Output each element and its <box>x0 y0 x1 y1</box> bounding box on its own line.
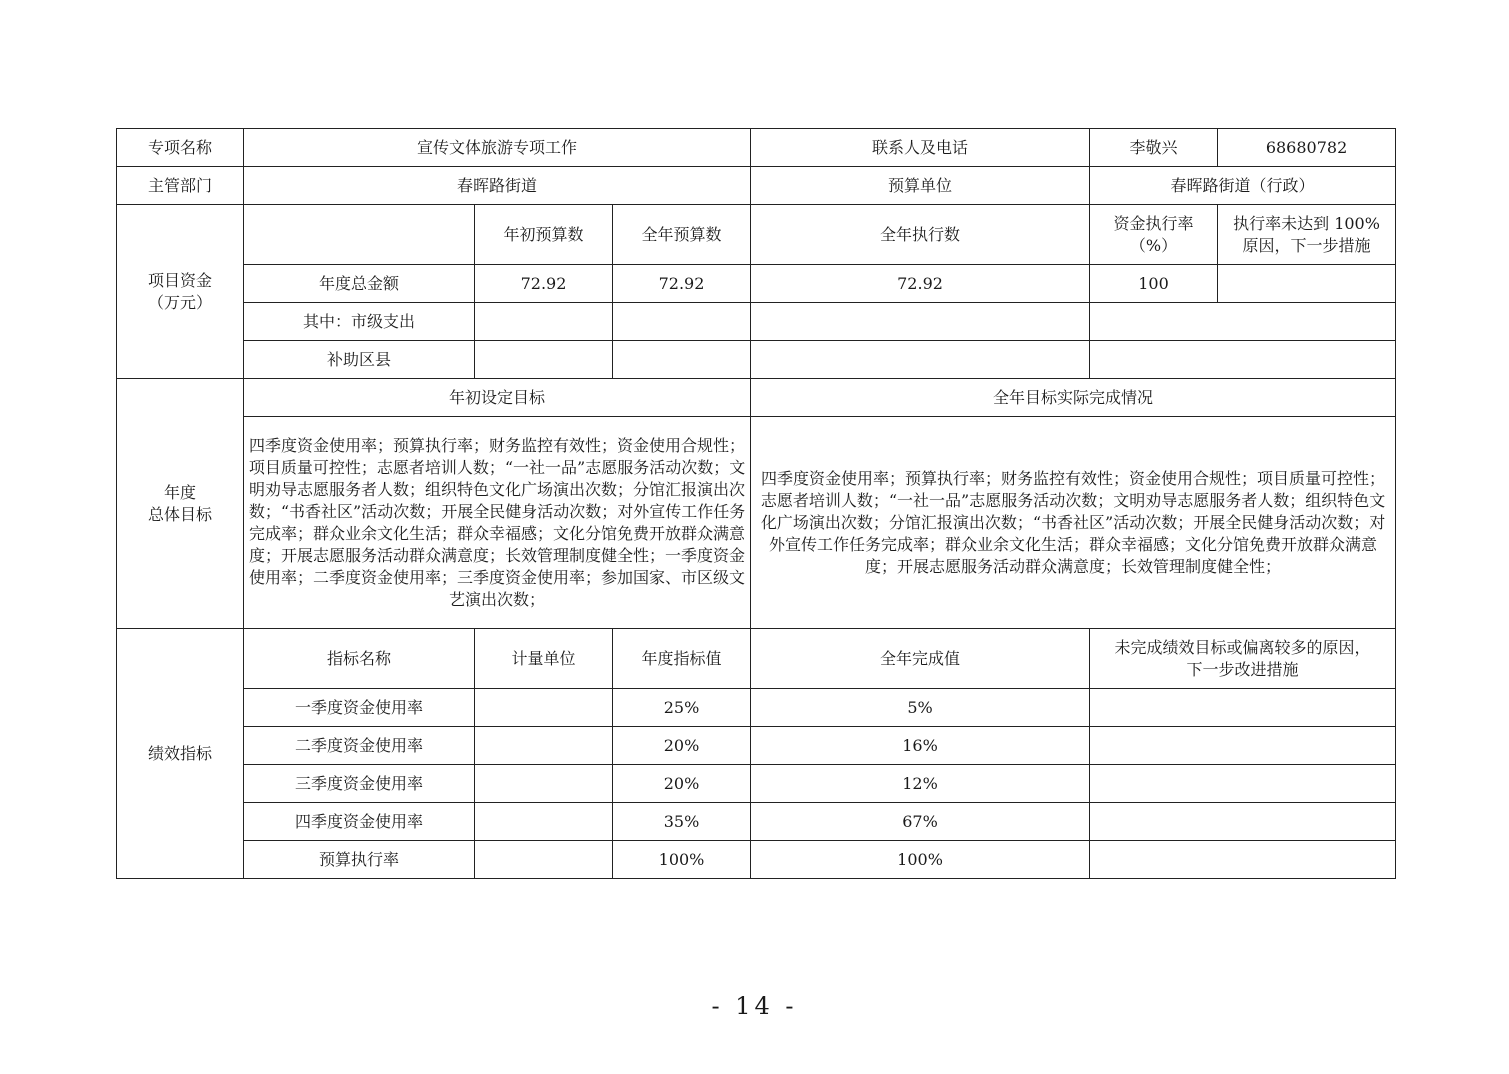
goals-initial-header: 年初设定目标 <box>244 379 751 417</box>
funds-row-label: 年度总金额 <box>244 265 475 303</box>
table-row <box>117 765 1396 803</box>
col-executed: 全年执行数 <box>751 205 1090 265</box>
table-row <box>117 727 1396 765</box>
funds-executed-value <box>751 303 1090 341</box>
funds-row-label: 其中：市级支出 <box>244 303 475 341</box>
indicator-name: 三季度资金使用率 <box>244 765 475 803</box>
contact-name: 李敬兴 <box>1090 129 1218 167</box>
indicator-unit <box>475 803 613 841</box>
page-number: - 14 - <box>711 992 798 1020</box>
funds-label-line2: （万元） <box>147 292 212 312</box>
dept-row <box>117 167 1396 205</box>
project-name-row <box>117 129 1396 167</box>
indicator-target: 20% <box>613 765 751 803</box>
col-perf-reason-line2: 下一步改进措施 <box>1186 659 1299 679</box>
indicator-name: 预算执行率 <box>244 841 475 879</box>
goals-header-row <box>117 379 1396 417</box>
col-annual-target: 年度指标值 <box>613 629 751 689</box>
funds-rate-value: 100 <box>1090 265 1218 303</box>
indicator-name: 二季度资金使用率 <box>244 727 475 765</box>
indicator-actual: 12% <box>751 765 1090 803</box>
indicator-target: 100% <box>613 841 751 879</box>
funds-executed-value: 72.92 <box>751 265 1090 303</box>
col-exec-rate <box>1090 205 1218 265</box>
goals-label-line1: 年度 <box>163 482 196 502</box>
indicator-actual: 5% <box>751 689 1090 727</box>
dept-label: 主管部门 <box>117 167 244 205</box>
budget-unit-value: 春晖路街道（行政） <box>1090 167 1396 205</box>
funds-initial-value <box>475 303 613 341</box>
funds-label-line1: 项目资金 <box>147 270 212 290</box>
dept-value: 春晖路街道 <box>244 167 751 205</box>
indicator-reason <box>1090 689 1396 727</box>
contact-label: 联系人及电话 <box>751 129 1090 167</box>
col-annual-actual: 全年完成值 <box>751 629 1090 689</box>
indicator-reason <box>1090 727 1396 765</box>
goals-actual-header: 全年目标实际完成情况 <box>751 379 1396 417</box>
funds-row-district <box>117 341 1396 379</box>
project-name-value: 宣传文体旅游专项工作 <box>244 129 751 167</box>
indicator-actual: 100% <box>751 841 1090 879</box>
funds-header-row <box>117 205 1396 265</box>
goals-section-label <box>117 379 244 629</box>
funds-row-label: 补助区县 <box>244 341 475 379</box>
funds-row-total <box>117 265 1396 303</box>
funds-rate-value <box>1090 303 1396 341</box>
indicator-actual: 16% <box>751 727 1090 765</box>
indicator-name: 一季度资金使用率 <box>244 689 475 727</box>
indicator-actual: 67% <box>751 803 1090 841</box>
table-row <box>117 803 1396 841</box>
indicator-unit <box>475 765 613 803</box>
indicator-unit <box>475 841 613 879</box>
indicator-target: 20% <box>613 727 751 765</box>
indicator-reason <box>1090 803 1396 841</box>
funds-initial-value: 72.92 <box>475 265 613 303</box>
funds-rate-value <box>1090 341 1396 379</box>
col-measure-unit: 计量单位 <box>475 629 613 689</box>
col-perf-reason-line1: 未完成绩效目标或偏离较多的原因， <box>1114 637 1371 657</box>
col-initial-budget: 年初预算数 <box>475 205 613 265</box>
indicator-target: 35% <box>613 803 751 841</box>
col-exec-rate-line2: （%） <box>1129 235 1178 255</box>
funds-reason-value <box>1218 265 1396 303</box>
funds-header-blank <box>244 205 475 265</box>
indicator-target: 25% <box>613 689 751 727</box>
funds-section-label <box>117 205 244 379</box>
indicator-unit <box>475 727 613 765</box>
indicator-name: 四季度资金使用率 <box>244 803 475 841</box>
goals-initial-text: 四季度资金使用率；预算执行率；财务监控有效性；资金使用合规性；项目质量可控性；志愿者培训人数；“一社一品”志愿服务活动次数；文明劝导志愿服务者人数；组织特色文化广场演出次数；分馆汇报演出次数；“书香社区”活动次数；开展全民健身活动次数；对外宣传工作任务完成率；群众业余文化生活；群众幸福感；文化分馆免费开放群众满意度；开展志愿服务活动群众满意度；长效管理制度健全性；一季度资金使用率；二季度资金使用率；三季度资金使用率；参加国家、市区级文艺演出次数； <box>244 417 751 629</box>
budget-unit-label: 预算单位 <box>751 167 1090 205</box>
col-exec-rate-line1: 资金执行率 <box>1113 213 1194 233</box>
col-exec-reason-line1: 执行率未达到 100% <box>1233 213 1380 233</box>
funds-executed-value <box>751 341 1090 379</box>
table-row <box>117 841 1396 879</box>
funds-full-value: 72.92 <box>613 265 751 303</box>
funds-row-city <box>117 303 1396 341</box>
col-exec-reason-line2: 原因，下一步措施 <box>1242 235 1371 255</box>
funds-initial-value <box>475 341 613 379</box>
indicator-reason <box>1090 765 1396 803</box>
col-full-budget: 全年预算数 <box>613 205 751 265</box>
indicator-unit <box>475 689 613 727</box>
perf-section-label: 绩效指标 <box>117 629 244 879</box>
funds-full-value <box>613 303 751 341</box>
funds-full-value <box>613 341 751 379</box>
goals-actual-text: 四季度资金使用率；预算执行率；财务监控有效性；资金使用合规性；项目质量可控性；志愿者培训人数；“一社一品”志愿服务活动次数；文明劝导志愿服务者人数；组织特色文化广场演出次数；分馆汇报演出次数；“书香社区”活动次数；开展全民健身活动次数；对外宣传工作任务完成率；群众业余文化生活；群众幸福感；文化分馆免费开放群众满意度；开展志愿服务活动群众满意度；长效管理制度健全性； <box>751 417 1396 629</box>
col-exec-reason <box>1218 205 1396 265</box>
table-row <box>117 689 1396 727</box>
goals-label-line2: 总体目标 <box>147 504 212 524</box>
performance-report-table <box>116 128 1396 879</box>
goals-text-row <box>117 417 1396 629</box>
col-indicator-name: 指标名称 <box>244 629 475 689</box>
perf-header-row <box>117 629 1396 689</box>
indicator-reason <box>1090 841 1396 879</box>
contact-phone: 68680782 <box>1218 129 1396 167</box>
project-name-label: 专项名称 <box>117 129 244 167</box>
col-perf-reason <box>1090 629 1396 689</box>
